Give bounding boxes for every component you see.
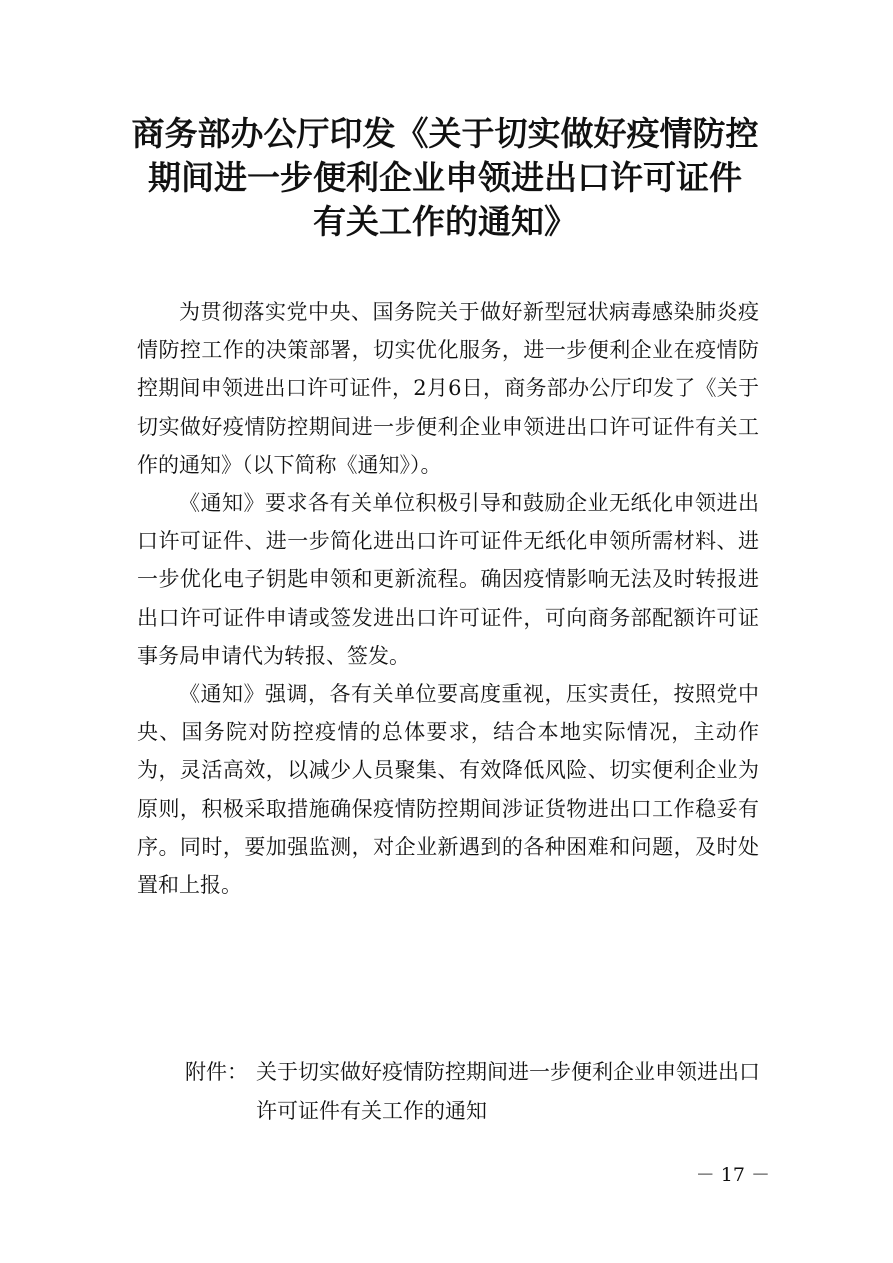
- page-number: － 17 －: [695, 1164, 770, 1186]
- attachment-label: 附件：: [185, 1060, 248, 1084]
- title-line: 有关工作的通知》: [313, 202, 577, 241]
- document-body: [137, 293, 759, 904]
- title-line: 商务部办公厅印发《关于切实做好疫情防控: [131, 114, 759, 153]
- title-line: 期间进一步便利企业申领进出口许可证件: [148, 158, 742, 197]
- attachment-text: 关于切实做好疫情防控期间进一步便利企业申领进出口许可证件有关工作的通知: [256, 1060, 760, 1123]
- paragraph: 《通知》要求各有关单位积极引导和鼓励企业无纸化申领进出口许可证件、进一步简化进出口许可证件无纸化申领所需材料、进一步优化电子钥匙申领和更新流程。确因疫情影响无法及时转报进出口许可证件申请或签发进出口许可证件，可向商务部配额许可证事务局申请代为转报、签发。: [137, 491, 759, 668]
- document-title: [120, 112, 770, 244]
- paragraph: 《通知》强调，各有关单位要高度重视，压实责任，按照党中央、国务院对防控疫情的总体要求，结合本地实际情况，主动作为，灵活高效，以减少人员聚集、有效降低风险、切实便利企业为原则，积极采取措施确保疫情防控期间涉证货物进出口工作稳妥有序。同时，要加强监测，对企业新遇到的各种困难和问题，及时处置和上报。: [137, 682, 759, 898]
- paragraph: 为贯彻落实党中央、国务院关于做好新型冠状病毒感染肺炎疫情防控工作的决策部署，切实优化服务，进一步便利企业在疫情防控期间申领进出口许可证件，2月6日，商务部办公厅印发了《关于切实做好疫情防控期间进一步便利企业申领进出口许可证件有关工作的通知》（以下简称《通知》）。: [137, 300, 759, 477]
